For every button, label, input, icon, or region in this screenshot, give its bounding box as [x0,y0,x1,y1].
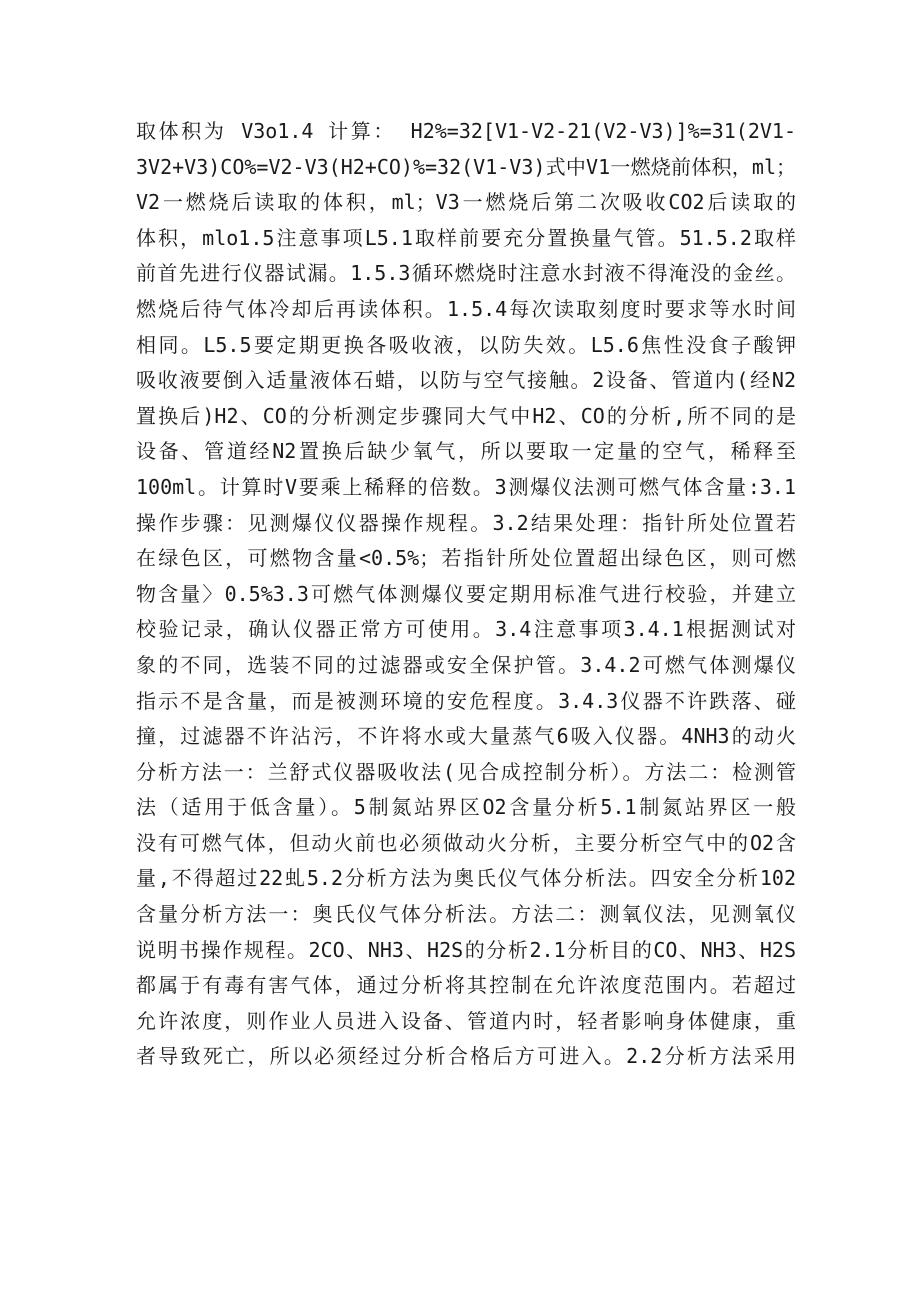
text-line: 校验记录，确认仪器正常方可使用。3.4注意事项3.4.1根据测试对 [136,617,796,642]
text-line: 设备、管道经N2置换后缺少氧气，所以要取一定量的空气，稀释至 [136,439,796,464]
text-line: V2一燃烧后读取的体积，ml；V3一燃烧后第二次吸收CO2后读取的 [136,190,796,215]
text-line: 燃烧后待气体冷却后再读体积。1.5.4每次读取刻度时要求等水时间 [136,296,796,321]
text-line: 象的不同，选装不同的过滤器或安全保护管。3.4.2可燃气体测爆仪 [136,652,796,677]
text-line: 吸收液要倒入适量液体石蜡，以防与空气接触。2设备、管道内(经N2 [136,368,796,393]
text-line: 指示不是含量，而是被测环境的安危程度。3.4.3仪器不许跌落、碰 [136,688,796,713]
text-line: 量,不得超过22虬5.2分析方法为奥氏仪气体分析法。四安全分析102 [136,866,796,891]
text-line: 撞，过滤器不许沾污，不许将水或大量蒸气6吸入仪器。4NH3的动火 [136,724,796,749]
text-line: 法（适用于低含量）。5制氮站界区O2含量分析5.1制氮站界区一般 [136,795,796,820]
text-line: 者导致死亡，所以必须经过分析合格后方可进入。2.2分析方法采用 [136,1044,796,1069]
text-line: 取体积为 V3o1.4 计算： H2%=32[V1-V2-21(V2-V3)]%=31(2V1- [136,119,796,143]
text-line: 置换后)H2、CO的分析测定步骤同大气中H2、CO的分析,所不同的是 [136,403,796,428]
text-line: 物含量〉0.5%3.3可燃气体测爆仪要定期用标准气进行校验，并建立 [136,581,796,606]
text-line: 在绿色区，可燃物含量<0.5%；若指针所处位置超出绿色区，则可燃 [136,546,796,571]
text-line: 都属于有毒有害气体，通过分析将其控制在允许浓度范围内。若超过 [136,973,796,998]
body-text [136,114,796,1075]
text-line: 前首先进行仪器试漏。1.5.3循环燃烧时注意水封液不得淹没的金丝。 [136,261,796,286]
text-line: 没有可燃气体，但动火前也必须做动火分析，主要分析空气中的O2含 [136,830,796,855]
text-line: 分析方法一：兰舒式仪器吸收法(见合成控制分析）。方法二：检测管 [136,759,796,784]
text-line: 体积，mlo1.5注意事项L5.1取样前要充分置换量气管。51.5.2取样 [136,225,796,250]
text-line: 允许浓度，则作业人员进入设备、管道内时，轻者影响身体健康，重 [136,1008,796,1033]
text-line: 相同。L5.5要定期更换各吸收液，以防失效。L5.6焦性没食子酸钾 [136,332,796,357]
text-line: 含量分析方法一：奥氏仪气体分析法。方法二：测氧仪法，见测氧仪 [136,902,796,927]
text-line: 100ml。计算时V要乘上稀释的倍数。3测爆仪法测可燃气体含量:3.1 [136,474,796,499]
text-line: 3V2+V3)CO%=V2-V3(H2+CO)%=32(V1-V3)式中V1一燃烧前体积，ml； [136,154,796,179]
text-line: 说明书操作规程。2CO、NH3、H2S的分析2.1分析目的CO、NH3、H2S [136,937,796,962]
text-line: 操作步骤：见测爆仪仪器操作规程。3.2结果处理：指针所处位置若 [136,510,796,535]
